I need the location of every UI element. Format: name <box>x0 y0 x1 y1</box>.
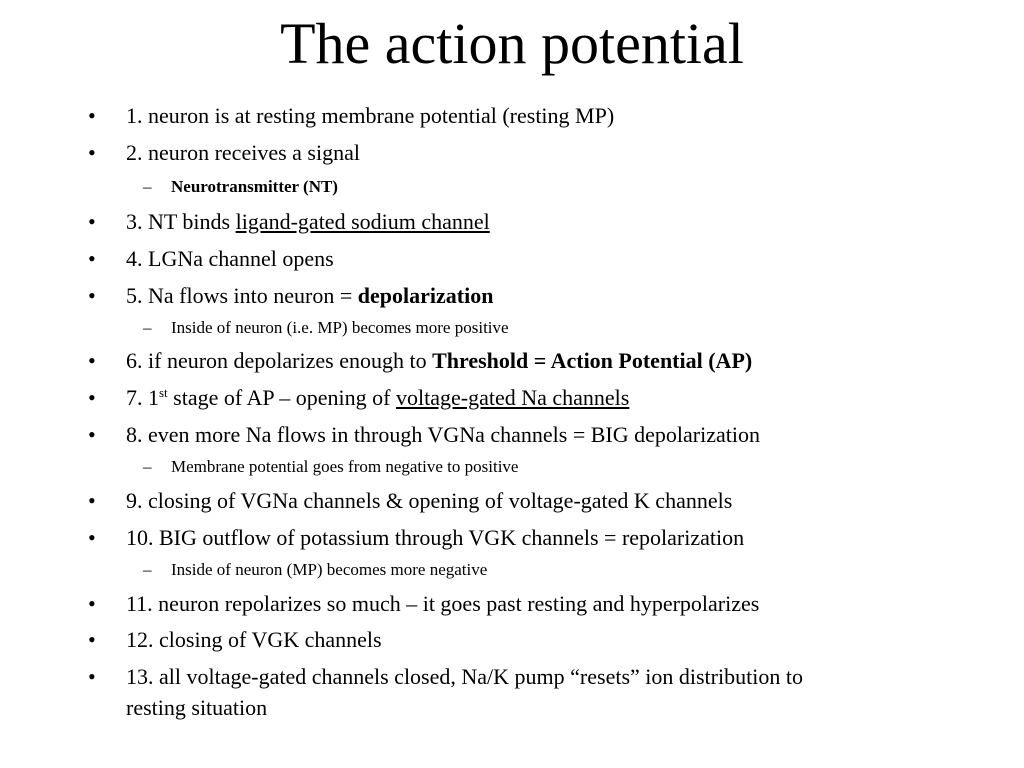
sub-bullet-marker: – <box>143 318 152 337</box>
bullet-marker: • <box>88 488 96 513</box>
ligand-gated-channel-link[interactable]: ligand-gated sodium channel <box>235 209 490 234</box>
bullet-5-text: 5. Na flows into neuron = <box>126 283 358 308</box>
ordinal-superscript: st <box>159 385 168 400</box>
sub-bullet-marker: – <box>143 560 152 579</box>
sub-bullet-text: Membrane potential goes from negative to positive <box>171 457 519 476</box>
sub-bullet-marker: – <box>143 457 152 476</box>
sub-bullet-text: Inside of neuron (MP) becomes more negative <box>171 560 488 579</box>
voltage-gated-na-link[interactable]: voltage-gated Na channels <box>396 385 630 410</box>
bullet-4-text: 4. LGNa channel opens <box>126 246 334 271</box>
slide-title: The action potential <box>280 11 744 76</box>
bullet-marker: • <box>88 525 96 550</box>
bullet-marker: • <box>88 627 96 652</box>
bullet-12-text: 12. closing of VGK channels <box>126 627 382 652</box>
bullet-marker: • <box>88 385 96 410</box>
bullet-marker: • <box>88 283 96 308</box>
bullet-3-text: 3. NT binds <box>126 209 236 234</box>
bullet-marker: • <box>88 422 96 447</box>
bullet-marker: • <box>88 209 96 234</box>
bullet-marker: • <box>88 246 96 271</box>
bullet-1-text: 1. neuron is at resting membrane potential (resting MP) <box>126 103 615 128</box>
bullet-10-text: 10. BIG outflow of potassium through VGK channels = repolarization <box>126 525 745 550</box>
depolarization-term: depolarization <box>357 283 494 308</box>
bullet-6-text: 6. if neuron depolarizes enough to <box>126 348 433 373</box>
bullet-13-text-cont: resting situation <box>126 695 268 720</box>
bullet-marker: • <box>88 103 96 128</box>
bullet-7-text-mid: stage of AP – opening of <box>167 385 396 410</box>
bullet-marker: • <box>88 591 96 616</box>
bullet-13-text: 13. all voltage-gated channels closed, Na/K pump “resets” ion distribution to <box>126 664 803 689</box>
bullet-8-text: 8. even more Na flows in through VGNa channels = BIG depolarization <box>126 422 760 447</box>
sub-bullet-text: Inside of neuron (i.e. MP) becomes more positive <box>171 318 509 337</box>
bullet-11-text: 11. neuron repolarizes so much – it goes past resting and hyperpolarizes <box>126 591 760 616</box>
bullet-7-text: 7. 1 <box>126 385 159 410</box>
sub-bullet-text-bold: Neurotransmitter (NT) <box>171 177 338 196</box>
threshold-term: Threshold = Action Potential (AP) <box>432 348 753 373</box>
bullet-9-text: 9. closing of VGNa channels & opening of voltage-gated K channels <box>126 488 733 513</box>
bullet-marker: • <box>88 348 96 373</box>
bullet-2-text: 2. neuron receives a signal <box>126 140 360 165</box>
bullet-marker: • <box>88 664 96 689</box>
bullet-marker: • <box>88 140 96 165</box>
sub-bullet-marker: – <box>143 177 152 196</box>
